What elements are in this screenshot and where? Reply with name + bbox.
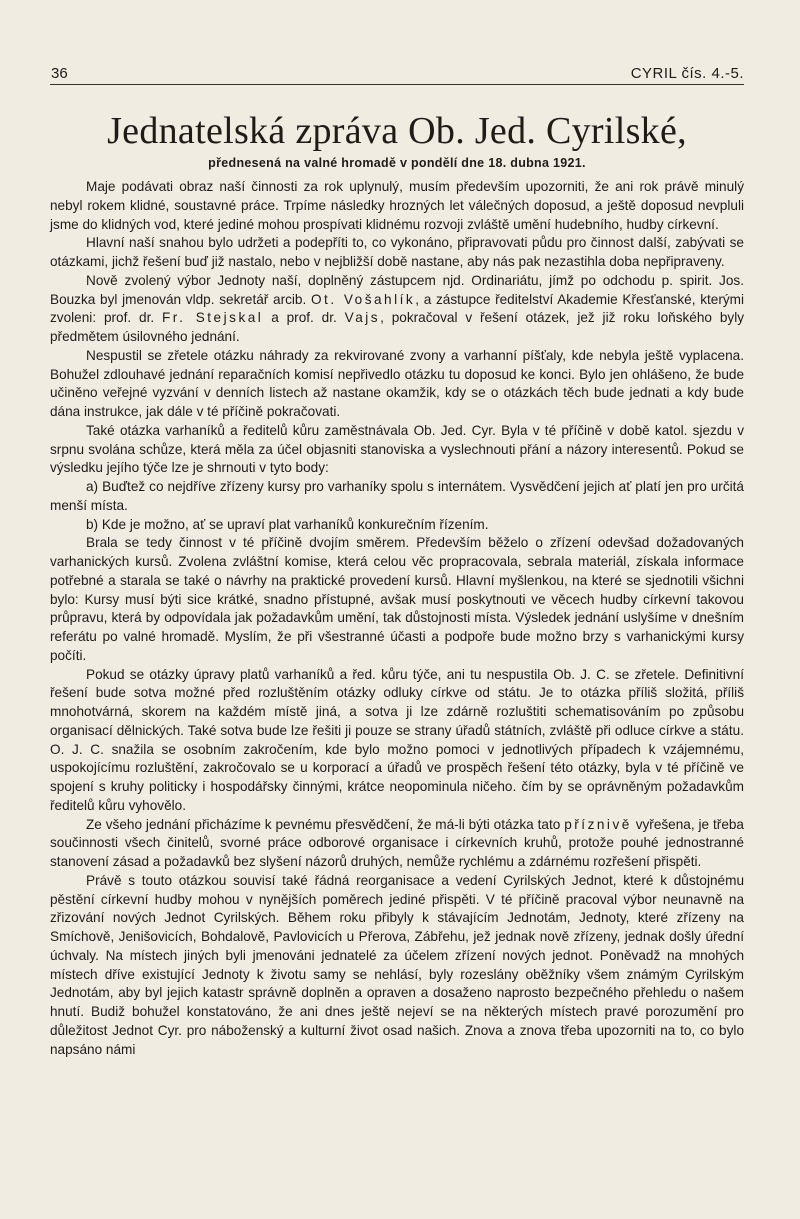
- page-header: [50, 58, 744, 85]
- paragraph-4: Nespustil se zřetele otázku náhrady za rekvirované zvony a varhanní píšťaly, kde nebyla ještě vyplacena. Bohužel zdlouhavé jednání reparačních komisí nepřivedlo otázku tu doposud ke konci. Bylo jen ohlášeno, že bude učiněno veřejné vyzvání v denních listech až nastane okamžik, kdy se o otázkách těch bude jednati a kdy bude dána instrukce, jak dále v té příčině pokračovati.: [50, 347, 744, 419]
- article-subtitle: přednesená na valné hromadě v pondělí dne 18. dubna 1921.: [208, 156, 586, 170]
- paragraph-11: Právě s touto otázkou souvisí také řádná reorganisace a vedení Cyrilských Jednot, které k důstojnému pěstění církevní hudby mohou v nynějších poměrech jediné přispěti. V té příčině pracoval výbor neunavně na zřizování nových Jednot Cyrilských. Během roku přibyly k stávajícím Jednotám, Jednoty, které zřízeny na Smíchově, Jenišovicích, Bohdalově, Pavlovicích u Přerova, Zábřehu, jež jednak nově zřízeny, jednak došly úřední úchvaly. Na místech jiných byli jmenováni jednatelé za účelem zřízení nových jednot. Poněvadž na mnohých místech dříve existující Jednoty k životu samy se nehlásí, byly rozeslány oběžníky všem známým Cyrilským Jednotám, aby byl jejich katastr správně doplněn a opraven a dosaženo naprosto bezpečného přehledu o našem hnutí. Budiž bohužel konstatováno, že ani dnes ještě nejeví se na některých místech pravé porozumění pro důležitost Jednot Cyr. pro náboženský a kulturní život osad našich. Znova a znova třeba upozorniti na to, co bylo napsáno námi: [50, 872, 744, 1057]
- text-run: , a zástupce ředitelství Akademie Křesťanské, kterými zvoleni: prof. dr.: [50, 291, 744, 326]
- spaced-word: příznivě: [564, 816, 632, 832]
- text-run: vyřešena, je třeba součinnosti všech činitelů, svorné práce odborové organisace i církevních kruhů, protože pouhé jednostranné stanovení zásad a požadavků bez slyšení názorů druhých, nemůže rychlému a zdárnému rozřešení přispěti.: [50, 816, 744, 869]
- text-run: , pokračoval v řešení otázek, jež již roku loňského byly předmětem úsilovného jednání.: [50, 310, 745, 344]
- spaced-name: Fr. Stejskal: [162, 310, 264, 326]
- article-body: [50, 178, 744, 1059]
- text-run: a prof. dr.: [263, 310, 345, 326]
- text-run: Nově zvolený výbor Jednoty naší, doplněný zástupcem njd. Ordinariátu, jímž po odchodu p. spirit. Jos. Bouzka byl jmenován vldp. sekretář arcib.: [50, 272, 744, 307]
- paragraph-6-item-a: a) Buďtež co nejdříve zřízeny kursy pro varhaníky spolu s internátem. Vysvědčení jejich ať platí jen pro určitá menší místa.: [50, 479, 744, 513]
- paragraph-3: [50, 272, 744, 347]
- paragraph-10: [50, 816, 744, 872]
- page: [50, 58, 744, 1059]
- paragraph-2: Hlavní naší snahou bylo udržeti a podepříti to, co vykonáno, připravovati půdu pro činnost další, zabývati se otázkami, jichž řešení buď již nastalo, nebo v nejbližší době nastane, aby nás pak nezastihla doba nepřipraveny.: [50, 235, 744, 269]
- paragraph-8: Brala se tedy činnost v té příčině dvojím směrem. Především běželo o zřízení odevšad dožadovaných varhanických kursů. Zvolena zvláštní komise, která celou věc propracovala, sebrala materiál, získala informace potřebné a starala se také o návrhy na praktické provedení kursů. Hlavní myšlenkou, na které se sjednotili všichni bylo: Kursy musí býti sice krátké, snadno přístupné, avšak musí poskytnouti ve věcech hudby církevní takovou průpravu, která by odpovídala jak požadavkům umění, tak důstojnosti místa. Výsledek jednání uslyšíme v dnešním referátu po valné hromadě. Myslím, že při všestranné účasti a podpoře bude možno brzy s varhanickými kursy počíti.: [50, 535, 744, 663]
- spaced-name: Ot. Vošahlík: [310, 291, 416, 307]
- paragraph-5: Také otázka varhaníků a ředitelů kůru zaměstnávala Ob. Jed. Cyr. Byla v té příčině v době katol. sjezdu v srpnu svolána schůze, která měla za účel objasniti stanoviska a vyslechnouti přání a názory interesentů. Pokud se výsledku jejího týče lze je shrnouti v tyto body:: [50, 422, 744, 476]
- paragraph-7-item-b: b) Kde je možno, ať se upraví plat varhaníků konkurečním řízením.: [86, 516, 489, 532]
- spaced-name: Vajs: [344, 310, 381, 326]
- article-title: Jednatelská zpráva Ob. Jed. Cyrilské,: [107, 110, 687, 152]
- page-number: 36: [51, 65, 68, 82]
- paragraph-1: Maje podávati obraz naší činnosti za rok uplynulý, musím především upozorniti, že ani rok právě minulý nebyl rokem klidné, soustavné práce. Trpíme následky hrozných let válečných doposud, a ještě doposud nevpluli jsme do klidných vod, které jediné mohou prospívati klidnému rozvoji zvláště umění hudebního, hudby církevní.: [50, 179, 744, 232]
- text-run: Ze všeho jednání přicházíme k pevnému přesvědčení, že má-li býti otázka tato: [86, 816, 565, 832]
- running-title: CYRIL čís. 4.-5.: [630, 65, 744, 82]
- paragraph-9: Pokud se otázky úpravy platů varhaníků a řed. kůru týče, ani tu nespustila Ob. J. C. se zřetele. Definitivní řešení bude sotva možné před rozluštěním otázky odluky církve od státu. Je to otázka příliš složitá, příliš mnohotvárná, skorem na každém místě jiná, a sotva ji lze zdárně rozluštiti schematisováním po způsobu organisací dělnických. Také sotva bude lze řešiti ji pouze se strany úřadů státních, zvláště při odluce církve a státu. O. J. C. snažila se osobním zakročením, kde bylo možno pomoci v jednotlivých případech k vzájemnému, uspokojícímu rozluštění, zakročovalo se u korporací a úřadů ve prospěch řešení této otázky, byla v té příčině ve spojení s kruhy politicky i hospodářsky činnými, krátce neopominula ničeho. čím by se oprávněným požadavkům ředitelů kůru vyhovělo.: [50, 666, 744, 813]
